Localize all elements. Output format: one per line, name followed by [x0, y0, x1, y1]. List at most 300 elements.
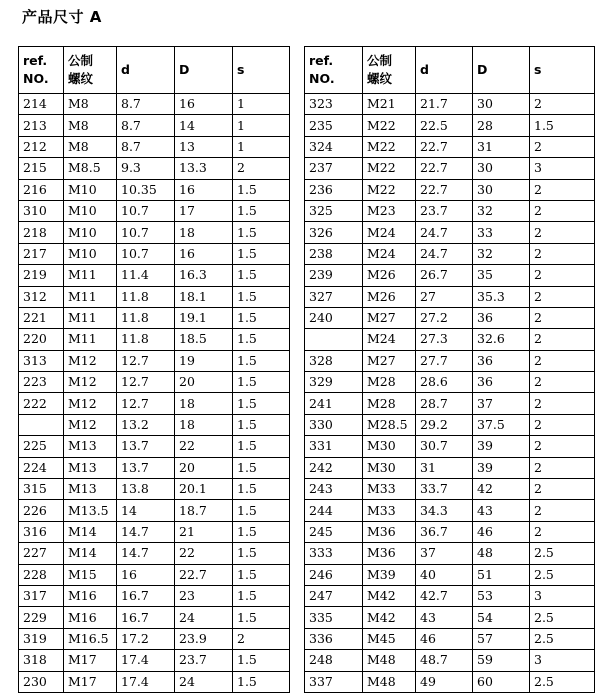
cell-ref-no: 243 — [305, 479, 363, 500]
cell-inner-diameter: 27.3 — [416, 329, 473, 350]
cell-outer-diameter: 24 — [175, 607, 233, 628]
cell-ref-no: 315 — [19, 479, 64, 500]
cell-ref-no: 316 — [19, 521, 64, 542]
cell-thickness: 2 — [530, 479, 595, 500]
cell-ref-no: 212 — [19, 136, 64, 157]
cell-ref-no: 337 — [305, 671, 363, 692]
cell-ref-no: 246 — [305, 564, 363, 585]
cell-ref-no: 226 — [19, 500, 64, 521]
cell-thickness: 1.5 — [233, 265, 290, 286]
cell-ref-no: 317 — [19, 585, 64, 606]
cell-ref-no: 330 — [305, 414, 363, 435]
table-row — [19, 500, 290, 521]
cell-outer-diameter: 31 — [473, 136, 530, 157]
cell-outer-diameter: 32.6 — [473, 329, 530, 350]
cell-outer-diameter: 18.7 — [175, 500, 233, 521]
table-row — [305, 115, 595, 136]
cell-thickness: 1.5 — [233, 179, 290, 200]
cell-outer-diameter: 53 — [473, 585, 530, 606]
cell-ref-no: 241 — [305, 393, 363, 414]
cell-ref-no: 319 — [19, 628, 64, 649]
cell-ref-no — [19, 414, 64, 435]
cell-metric-thread: M10 — [64, 200, 117, 221]
cell-metric-thread: M26 — [363, 265, 416, 286]
cell-metric-thread: M16.5 — [64, 628, 117, 649]
cell-inner-diameter: 30.7 — [416, 436, 473, 457]
table-row — [19, 329, 290, 350]
cell-ref-no: 228 — [19, 564, 64, 585]
cell-metric-thread: M28 — [363, 393, 416, 414]
cell-metric-thread: M16 — [64, 607, 117, 628]
cell-ref-no: 236 — [305, 179, 363, 200]
cell-metric-thread: M17 — [64, 671, 117, 692]
cell-outer-diameter: 22 — [175, 436, 233, 457]
cell-thickness: 2 — [530, 94, 595, 115]
cell-thickness: 1.5 — [233, 393, 290, 414]
cell-inner-diameter: 13.7 — [117, 457, 175, 478]
cell-metric-thread: M22 — [363, 136, 416, 157]
cell-outer-diameter: 23.9 — [175, 628, 233, 649]
cell-outer-diameter: 59 — [473, 650, 530, 671]
cell-inner-diameter: 9.3 — [117, 158, 175, 179]
cell-metric-thread: M26 — [363, 286, 416, 307]
cell-inner-diameter: 36.7 — [416, 521, 473, 542]
cell-ref-no: 216 — [19, 179, 64, 200]
cell-ref-no: 214 — [19, 94, 64, 115]
cell-inner-diameter: 10.7 — [117, 243, 175, 264]
cell-metric-thread: M13 — [64, 479, 117, 500]
cell-thickness: 1.5 — [233, 479, 290, 500]
cell-ref-no: 225 — [19, 436, 64, 457]
table-row — [305, 307, 595, 328]
cell-metric-thread: M22 — [363, 179, 416, 200]
cell-thickness: 1.5 — [233, 671, 290, 692]
table-row — [305, 650, 595, 671]
cell-metric-thread: M22 — [363, 158, 416, 179]
table-row — [305, 200, 595, 221]
cell-outer-diameter: 18.1 — [175, 286, 233, 307]
cell-ref-no: 327 — [305, 286, 363, 307]
table-row — [19, 350, 290, 371]
cell-outer-diameter: 30 — [473, 158, 530, 179]
cell-outer-diameter: 51 — [473, 564, 530, 585]
cell-thickness: 1.5 — [233, 585, 290, 606]
cell-ref-no: 221 — [19, 307, 64, 328]
cell-metric-thread: M12 — [64, 372, 117, 393]
cell-metric-thread: M13.5 — [64, 500, 117, 521]
cell-inner-diameter: 28.6 — [416, 372, 473, 393]
cell-outer-diameter: 48 — [473, 543, 530, 564]
table-row — [305, 543, 595, 564]
cell-metric-thread: M24 — [363, 243, 416, 264]
table-row — [305, 414, 595, 435]
cell-thickness: 1 — [233, 136, 290, 157]
cell-outer-diameter: 20 — [175, 457, 233, 478]
cell-outer-diameter: 36 — [473, 307, 530, 328]
cell-metric-thread: M12 — [64, 414, 117, 435]
cell-outer-diameter: 23.7 — [175, 650, 233, 671]
cell-metric-thread: M11 — [64, 265, 117, 286]
header-inner-diameter: d — [416, 47, 473, 94]
table-row — [305, 671, 595, 692]
cell-inner-diameter: 24.7 — [416, 243, 473, 264]
table-row — [19, 585, 290, 606]
cell-thickness: 1.5 — [233, 457, 290, 478]
table-row — [19, 94, 290, 115]
cell-thickness: 1.5 — [233, 607, 290, 628]
cell-ref-no: 331 — [305, 436, 363, 457]
table-row — [305, 286, 595, 307]
cell-inner-diameter: 13.8 — [117, 479, 175, 500]
cell-inner-diameter: 49 — [416, 671, 473, 692]
cell-thickness: 2 — [530, 179, 595, 200]
table-row — [305, 521, 595, 542]
cell-thickness: 2.5 — [530, 564, 595, 585]
table-row — [19, 115, 290, 136]
cell-metric-thread: M30 — [363, 457, 416, 478]
cell-outer-diameter: 35.3 — [473, 286, 530, 307]
cell-thickness: 2 — [530, 136, 595, 157]
cell-thickness: 2 — [530, 414, 595, 435]
cell-ref-no: 242 — [305, 457, 363, 478]
cell-thickness: 2.5 — [530, 628, 595, 649]
cell-ref-no: 219 — [19, 265, 64, 286]
cell-outer-diameter: 30 — [473, 179, 530, 200]
cell-metric-thread: M10 — [64, 179, 117, 200]
cell-thickness: 1.5 — [530, 115, 595, 136]
cell-metric-thread: M14 — [64, 521, 117, 542]
cell-outer-diameter: 32 — [473, 200, 530, 221]
cell-thickness: 2 — [530, 393, 595, 414]
cell-ref-no: 313 — [19, 350, 64, 371]
cell-metric-thread: M21 — [363, 94, 416, 115]
cell-inner-diameter: 31 — [416, 457, 473, 478]
cell-outer-diameter: 13.3 — [175, 158, 233, 179]
cell-metric-thread: M42 — [363, 607, 416, 628]
cell-ref-no: 223 — [19, 372, 64, 393]
cell-ref-no: 335 — [305, 607, 363, 628]
cell-metric-thread: M36 — [363, 543, 416, 564]
cell-outer-diameter: 39 — [473, 457, 530, 478]
cell-metric-thread: M8 — [64, 94, 117, 115]
cell-outer-diameter: 36 — [473, 350, 530, 371]
cell-ref-no: 245 — [305, 521, 363, 542]
cell-outer-diameter: 20.1 — [175, 479, 233, 500]
cell-inner-diameter: 22.7 — [416, 136, 473, 157]
cell-thickness: 1.5 — [233, 329, 290, 350]
cell-inner-diameter: 17.4 — [117, 650, 175, 671]
cell-ref-no: 333 — [305, 543, 363, 564]
cell-outer-diameter: 46 — [473, 521, 530, 542]
cell-metric-thread: M12 — [64, 393, 117, 414]
cell-outer-diameter: 19.1 — [175, 307, 233, 328]
cell-thickness: 1.5 — [233, 500, 290, 521]
cell-ref-no: 235 — [305, 115, 363, 136]
table-row — [305, 479, 595, 500]
table-row — [305, 393, 595, 414]
header-ref-no: ref. NO. — [305, 47, 363, 94]
cell-outer-diameter: 23 — [175, 585, 233, 606]
cell-outer-diameter: 30 — [473, 94, 530, 115]
cell-inner-diameter: 22.5 — [416, 115, 473, 136]
cell-inner-diameter: 10.7 — [117, 200, 175, 221]
cell-thickness: 2 — [530, 307, 595, 328]
cell-inner-diameter: 42.7 — [416, 585, 473, 606]
table-header-row — [305, 47, 595, 94]
cell-thickness: 2 — [530, 457, 595, 478]
cell-ref-no: 310 — [19, 200, 64, 221]
cell-metric-thread: M11 — [64, 286, 117, 307]
table-row — [305, 500, 595, 521]
cell-thickness: 2 — [530, 436, 595, 457]
cell-ref-no: 247 — [305, 585, 363, 606]
cell-inner-diameter: 14.7 — [117, 543, 175, 564]
table-row — [19, 372, 290, 393]
table-row — [19, 607, 290, 628]
cell-inner-diameter: 11.4 — [117, 265, 175, 286]
cell-ref-no: 329 — [305, 372, 363, 393]
cell-outer-diameter: 57 — [473, 628, 530, 649]
cell-ref-no: 230 — [19, 671, 64, 692]
cell-ref-no: 215 — [19, 158, 64, 179]
cell-ref-no: 312 — [19, 286, 64, 307]
cell-inner-diameter: 22.7 — [416, 158, 473, 179]
cell-thickness: 1.5 — [233, 650, 290, 671]
cell-metric-thread: M39 — [363, 564, 416, 585]
cell-outer-diameter: 16 — [175, 94, 233, 115]
cell-metric-thread: M45 — [363, 628, 416, 649]
cell-ref-no: 220 — [19, 329, 64, 350]
cell-thickness: 1.5 — [233, 307, 290, 328]
cell-thickness: 1.5 — [233, 243, 290, 264]
cell-thickness: 2 — [530, 350, 595, 371]
cell-metric-thread: M33 — [363, 479, 416, 500]
cell-inner-diameter: 13.2 — [117, 414, 175, 435]
cell-inner-diameter: 10.35 — [117, 179, 175, 200]
table-row — [19, 243, 290, 264]
cell-outer-diameter: 18 — [175, 222, 233, 243]
cell-metric-thread: M12 — [64, 350, 117, 371]
cell-inner-diameter: 8.7 — [117, 94, 175, 115]
cell-outer-diameter: 14 — [175, 115, 233, 136]
cell-thickness: 1.5 — [233, 286, 290, 307]
cell-inner-diameter: 12.7 — [117, 350, 175, 371]
table-row — [19, 307, 290, 328]
table-row — [19, 521, 290, 542]
cell-thickness: 2 — [530, 372, 595, 393]
cell-outer-diameter: 21 — [175, 521, 233, 542]
cell-inner-diameter: 27.7 — [416, 350, 473, 371]
cell-thickness: 3 — [530, 650, 595, 671]
cell-inner-diameter: 11.8 — [117, 329, 175, 350]
cell-metric-thread: M42 — [363, 585, 416, 606]
cell-ref-no: 213 — [19, 115, 64, 136]
table-row — [305, 564, 595, 585]
dimension-table-left — [18, 46, 290, 693]
cell-inner-diameter: 46 — [416, 628, 473, 649]
cell-outer-diameter: 35 — [473, 265, 530, 286]
cell-metric-thread: M10 — [64, 243, 117, 264]
cell-ref-no: 217 — [19, 243, 64, 264]
cell-metric-thread: M30 — [363, 436, 416, 457]
cell-metric-thread: M11 — [64, 329, 117, 350]
table-row — [19, 286, 290, 307]
cell-outer-diameter: 36 — [473, 372, 530, 393]
cell-inner-diameter: 48.7 — [416, 650, 473, 671]
table-row — [305, 243, 595, 264]
cell-inner-diameter: 12.7 — [117, 372, 175, 393]
cell-metric-thread: M33 — [363, 500, 416, 521]
table-row — [305, 158, 595, 179]
cell-thickness: 2 — [530, 521, 595, 542]
table-row — [19, 543, 290, 564]
cell-thickness: 3 — [530, 585, 595, 606]
table-row — [305, 372, 595, 393]
cell-thickness: 2 — [530, 265, 595, 286]
table-row — [305, 179, 595, 200]
cell-outer-diameter: 54 — [473, 607, 530, 628]
cell-inner-diameter: 8.7 — [117, 115, 175, 136]
cell-ref-no: 336 — [305, 628, 363, 649]
table-row — [305, 265, 595, 286]
cell-thickness: 1.5 — [233, 436, 290, 457]
cell-outer-diameter: 37.5 — [473, 414, 530, 435]
cell-thickness: 1.5 — [233, 350, 290, 371]
cell-inner-diameter: 12.7 — [117, 393, 175, 414]
cell-ref-no: 222 — [19, 393, 64, 414]
cell-metric-thread: M17 — [64, 650, 117, 671]
cell-metric-thread: M23 — [363, 200, 416, 221]
header-metric-thread: 公制 螺纹 — [64, 47, 117, 94]
cell-thickness: 1.5 — [233, 414, 290, 435]
cell-outer-diameter: 39 — [473, 436, 530, 457]
cell-thickness: 2 — [530, 329, 595, 350]
cell-inner-diameter: 17.4 — [117, 671, 175, 692]
cell-metric-thread: M28.5 — [363, 414, 416, 435]
cell-outer-diameter: 43 — [473, 500, 530, 521]
cell-metric-thread: M28 — [363, 372, 416, 393]
cell-inner-diameter: 22.7 — [416, 179, 473, 200]
table-row — [19, 628, 290, 649]
cell-inner-diameter: 28.7 — [416, 393, 473, 414]
cell-inner-diameter: 29.2 — [416, 414, 473, 435]
cell-outer-diameter: 19 — [175, 350, 233, 371]
cell-outer-diameter: 28 — [473, 115, 530, 136]
cell-outer-diameter: 37 — [473, 393, 530, 414]
cell-metric-thread: M24 — [363, 222, 416, 243]
cell-outer-diameter: 17 — [175, 200, 233, 221]
cell-inner-diameter: 16.7 — [117, 585, 175, 606]
cell-inner-diameter: 14 — [117, 500, 175, 521]
cell-inner-diameter: 14.7 — [117, 521, 175, 542]
cell-thickness: 1.5 — [233, 372, 290, 393]
table-row — [19, 158, 290, 179]
table-row — [305, 585, 595, 606]
table-row — [19, 222, 290, 243]
header-outer-diameter: D — [473, 47, 530, 94]
cell-inner-diameter: 43 — [416, 607, 473, 628]
cell-inner-diameter: 11.8 — [117, 286, 175, 307]
cell-outer-diameter: 22.7 — [175, 564, 233, 585]
cell-thickness: 1.5 — [233, 521, 290, 542]
table-row — [19, 393, 290, 414]
cell-outer-diameter: 42 — [473, 479, 530, 500]
cell-outer-diameter: 18 — [175, 393, 233, 414]
cell-inner-diameter: 8.7 — [117, 136, 175, 157]
cell-inner-diameter: 34.3 — [416, 500, 473, 521]
cell-inner-diameter: 27 — [416, 286, 473, 307]
cell-inner-diameter: 27.2 — [416, 307, 473, 328]
cell-metric-thread: M48 — [363, 650, 416, 671]
cell-inner-diameter: 23.7 — [416, 200, 473, 221]
table-row — [19, 265, 290, 286]
cell-ref-no: 324 — [305, 136, 363, 157]
cell-outer-diameter: 24 — [175, 671, 233, 692]
cell-ref-no: 248 — [305, 650, 363, 671]
cell-inner-diameter: 21.7 — [416, 94, 473, 115]
cell-outer-diameter: 32 — [473, 243, 530, 264]
cell-metric-thread: M27 — [363, 350, 416, 371]
cell-thickness: 1.5 — [233, 564, 290, 585]
table-row — [19, 136, 290, 157]
cell-metric-thread: M14 — [64, 543, 117, 564]
cell-ref-no: 229 — [19, 607, 64, 628]
cell-thickness: 1 — [233, 94, 290, 115]
cell-metric-thread: M8.5 — [64, 158, 117, 179]
cell-outer-diameter: 16.3 — [175, 265, 233, 286]
cell-ref-no: 239 — [305, 265, 363, 286]
cell-metric-thread: M36 — [363, 521, 416, 542]
table-row — [305, 94, 595, 115]
cell-ref-no: 328 — [305, 350, 363, 371]
cell-inner-diameter: 17.2 — [117, 628, 175, 649]
cell-ref-no: 323 — [305, 94, 363, 115]
cell-thickness: 2 — [530, 286, 595, 307]
cell-outer-diameter: 22 — [175, 543, 233, 564]
cell-thickness: 2 — [233, 628, 290, 649]
cell-metric-thread: M8 — [64, 115, 117, 136]
cell-thickness: 2 — [530, 243, 595, 264]
cell-inner-diameter: 33.7 — [416, 479, 473, 500]
cell-ref-no — [305, 329, 363, 350]
table-row — [19, 179, 290, 200]
table-row — [305, 350, 595, 371]
cell-inner-diameter: 40 — [416, 564, 473, 585]
table-row — [19, 457, 290, 478]
cell-ref-no: 238 — [305, 243, 363, 264]
cell-ref-no: 240 — [305, 307, 363, 328]
cell-thickness: 1 — [233, 115, 290, 136]
cell-inner-diameter: 16 — [117, 564, 175, 585]
cell-metric-thread: M15 — [64, 564, 117, 585]
header-inner-diameter: d — [117, 47, 175, 94]
header-thickness: s — [233, 47, 290, 94]
cell-thickness: 2.5 — [530, 607, 595, 628]
cell-inner-diameter: 24.7 — [416, 222, 473, 243]
cell-inner-diameter: 11.8 — [117, 307, 175, 328]
cell-metric-thread: M13 — [64, 457, 117, 478]
cell-thickness: 2 — [530, 500, 595, 521]
table-row — [19, 436, 290, 457]
table-row — [19, 564, 290, 585]
cell-thickness: 1.5 — [233, 543, 290, 564]
cell-metric-thread: M10 — [64, 222, 117, 243]
cell-ref-no: 227 — [19, 543, 64, 564]
table-row — [305, 457, 595, 478]
cell-outer-diameter: 33 — [473, 222, 530, 243]
header-thickness: s — [530, 47, 595, 94]
cell-metric-thread: M8 — [64, 136, 117, 157]
